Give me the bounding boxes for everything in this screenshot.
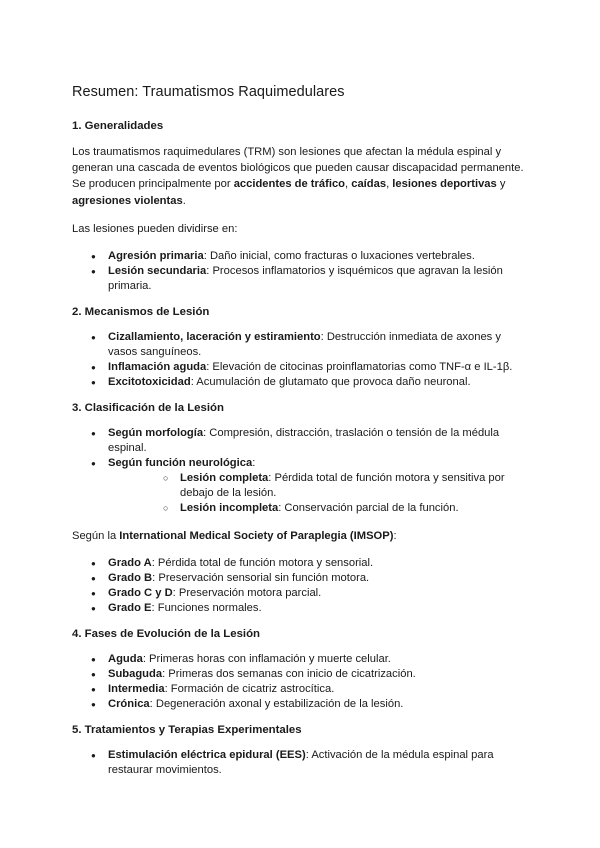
bullet-icon: ● — [91, 267, 96, 277]
bullet-list — [72, 426, 530, 516]
bullet-list — [72, 748, 530, 778]
bullet-icon: ● — [91, 604, 96, 614]
bullet-icon: ● — [91, 559, 96, 569]
bullet-icon: ● — [91, 670, 96, 680]
bullet-list — [72, 330, 530, 390]
bullet-list — [72, 249, 530, 294]
list-item: ● Grado E: Funciones normales. — [91, 602, 262, 615]
list-item: ● Cizallamiento, laceración y estiramiento: Destrucción inmediata de axones y vasos sanguíneos. — [91, 331, 501, 359]
section-heading-fases: 4. Fases de Evolución de la Lesión — [72, 628, 261, 641]
bullet-list — [72, 652, 530, 712]
list-item: ● Lesión secundaria: Procesos inflamatorios y isquémicos que agravan la lesión primaria. — [91, 265, 503, 293]
list-item: ● Excitotoxicidad: Acumulación de glutamato que provoca daño neuronal. — [91, 376, 471, 389]
sub-bullet-list — [108, 471, 530, 516]
bullet-icon: ● — [91, 363, 96, 373]
bullet-icon: ● — [91, 252, 96, 262]
list-item: ● Grado B: Preservación sensorial sin función motora. — [91, 572, 370, 585]
paragraph-imsop: Según la International Medical Society of Paraplegia (IMSOP): — [72, 530, 397, 543]
section-heading-clasificacion: 3. Clasificación de la Lesión — [72, 402, 224, 415]
bullet-icon: ● — [91, 333, 96, 343]
bullet-icon: ● — [91, 589, 96, 599]
list-item: ● Estimulación eléctrica epidural (EES): Activación de la médula espinal para restaurar movimientos. — [91, 749, 494, 777]
bullet-list — [72, 556, 530, 616]
paragraph-intro: Los traumatismos raquimedulares (TRM) son lesiones que afectan la médula espinal y generan una cascada de eventos biológicos que pueden causar discapacidad permanente. Se producen principalmente por accidentes de tráfico, caídas, lesiones deportivas y agresiones violentas. — [72, 146, 524, 207]
list-item: ● Aguda: Primeras horas con inflamación y muerte celular. — [91, 653, 391, 666]
section-heading-generalidades: 1. Generalidades — [72, 120, 164, 132]
list-item: ● Intermedia: Formación de cicatriz astrocítica. — [91, 683, 335, 696]
bullet-icon: ● — [91, 574, 96, 584]
bullet-icon: ● — [91, 655, 96, 665]
bullet-icon: ● — [91, 700, 96, 710]
sub-list-item: ○ Lesión incompleta: Conservación parcial de la función. — [163, 502, 459, 515]
bullet-icon: ● — [91, 685, 96, 695]
bullet-icon: ● — [91, 459, 96, 469]
list-item: ● Subaguda: Primeras dos semanas con inicio de cicatrización. — [91, 668, 416, 681]
bullet-icon: ● — [91, 751, 96, 761]
list-item: ● Grado C y D: Preservación motora parcial. — [91, 587, 322, 600]
document-title: Resumen: Traumatismos Raquimedulares — [72, 84, 345, 100]
bullet-icon: ● — [91, 378, 96, 388]
bullet-icon: ● — [91, 429, 96, 439]
list-item: ● Crónica: Degeneración axonal y estabilización de la lesión. — [91, 698, 404, 711]
list-item: ● Grado A: Pérdida total de función motora y sensorial. — [91, 557, 374, 570]
list-item: ● Inflamación aguda: Elevación de citocinas proinflamatorias como TNF-α e IL-1β. — [91, 361, 513, 374]
list-item: ● Según función neurológica: ○ Lesión completa: Pérdida total de función motora y sensitiva por debajo de la lesión. ○ Lesión incompleta: Conservación parcial de la función. — [72, 456, 530, 516]
paragraph-divisions: Las lesiones pueden dividirse en: — [72, 222, 238, 235]
section-heading-mecanismos: 2. Mecanismos de Lesión — [72, 306, 210, 319]
section-heading-tratamientos: 5. Tratamientos y Terapias Experimentales — [72, 724, 302, 737]
list-item: ● Según morfología: Compresión, distracción, traslación o tensión de la médula espinal. — [91, 427, 500, 455]
hollow-bullet-icon: ○ — [163, 473, 169, 484]
hollow-bullet-icon: ○ — [163, 503, 169, 514]
sub-list-item: ○ Lesión completa: Pérdida total de función motora y sensitiva por debajo de la lesión. — [163, 472, 505, 500]
list-item: ● Agresión primaria: Daño inicial, como fracturas o luxaciones vertebrales. — [91, 250, 475, 263]
